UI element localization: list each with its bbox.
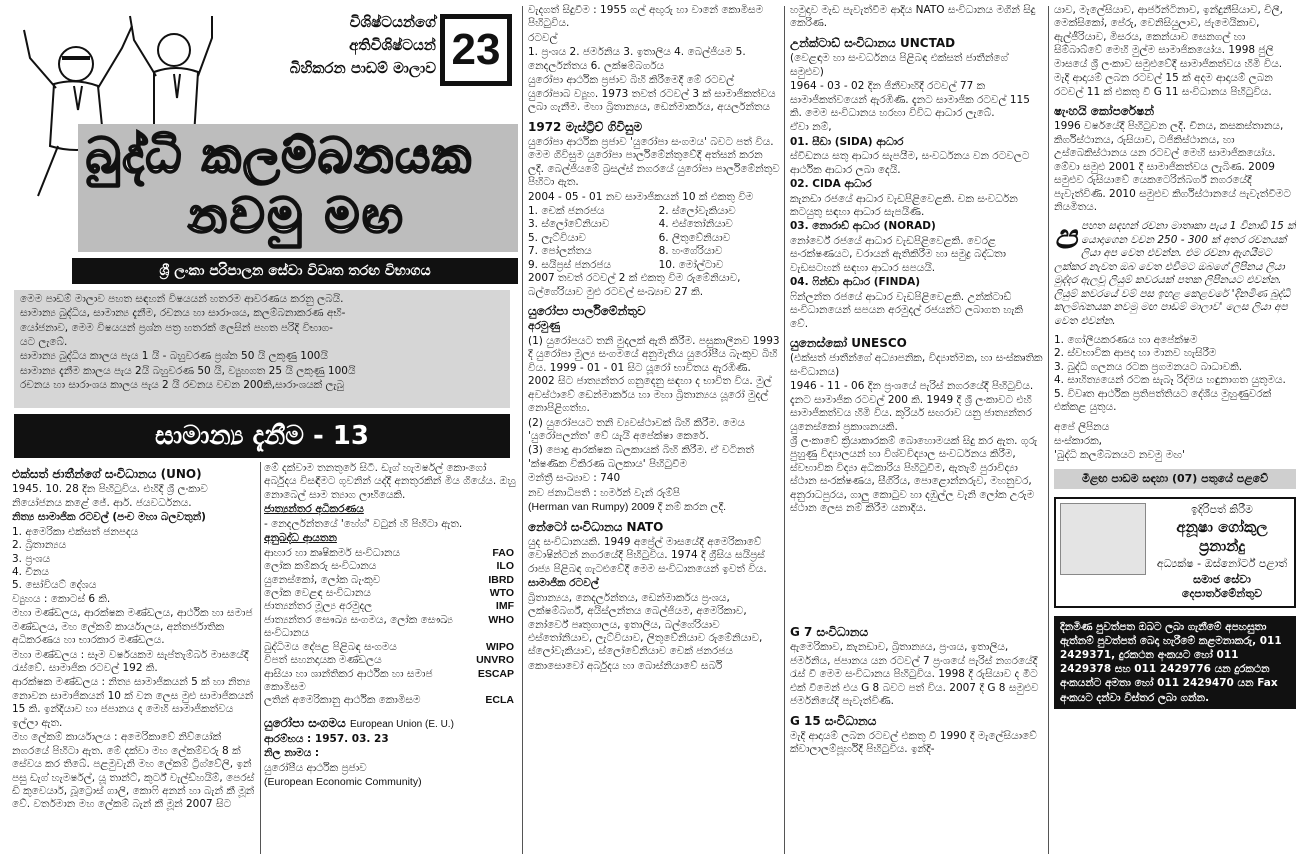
paragraph: මැදි ආදායම් ලබන රටවල් එකතු වී 1990 දී මැලේසියාවේ ක්වාලාලම්පූර්හිදී පිහිටුවිය. ඉන්දි- (790, 729, 1037, 756)
paragraph: හමුදාව මැඩ පැවැත්වීම ආදිය NATO සංවිධානය මගින් සිදු කෙරිණ. (790, 4, 1036, 30)
agency-name: ජාත්‍යන්තර මූල්‍ය අරමුදල (264, 600, 373, 613)
intro-box (14, 290, 510, 408)
heading-g7: G 7 සංවිධානය (790, 625, 869, 639)
heading-eu-parliament: යුරෝපා පාර්ලිමේන්තුව (528, 304, 646, 319)
column-4 (790, 4, 1044, 618)
paragraph: කොසොවෝ අර්බුදය හා බොස්නියාවේ සර්බි (528, 659, 723, 672)
paragraph: මහා මණ්ඩලය : සෑම වර්ෂයකම සැප්තැම්බර් මාසයේදී රැස්වේ. සාමාජික රටවල් 192 කි. (12, 648, 249, 675)
list-item: 3. බුද්ධි ගලනය රටක ප්‍රගමනයට බාධාවකි. (1054, 360, 1243, 373)
paragraph: 2004 - 05 - 01 නව සාමාජිකයන් 10 ක් එකතු විම (528, 190, 754, 203)
table-row (264, 694, 516, 707)
column-divider (784, 6, 785, 854)
table-row (264, 614, 516, 641)
column-divider (1048, 6, 1049, 854)
heading-unesco: යුනෙස්කෝ UNESCO (790, 335, 907, 350)
author-photo (1060, 503, 1146, 575)
lesson-number: 23 (440, 14, 512, 86)
paragraph: (1) යුරෝපයට තනි මුදලක් ඇති කිරීම. පසුකාලීනව 1993 දී යුරෝපා මුල්‍ය සංගමයේ අනුමැතිය යුරෝපීය බැංකුව බිහි විය. 1999 - 01 - 01 සිට යූරෝ භාවිතය ඇරඹිණි. 2002 සිට ජාත්‍යන්තර ගනුදෙනු සඳහා ද භාවිත විය. මුල් අවස්ථාවේ ඩෙන්මාර්කය හා මහා බ්‍රිතාන්‍යය යූරෝ මුදල් නොපිළිගත්හ. (528, 334, 780, 415)
paragraph: 1946 - 11 - 06 දින ප්‍රංශයේ පැරිස් නගරයේදී පිහිටුවිය. දැනට සාමාජික රටවල් 200 කි. 1949 දී ශ්‍රී ලංකාවට එහි සාමාජිකත්වය හිමි විය. කුරියර් සඟරාව යනු ජාත්‍යන්තර යුනෙස්කෝ ප්‍රකාශනයකි. (790, 380, 1034, 433)
essay-topics-list (1054, 334, 1296, 415)
masthead-title-line-2: නවමු මඟ (188, 188, 406, 244)
column-5 (790, 620, 1044, 854)
paragraph: යුරෝපා ආර්ථික ප්‍රජාව 'යුරෝපා සංගමය' බවට පත් විය. මෙම ගිවිසුම යුරෝපා පාර්ලිමේන්තුවේදී අත්සන් කරන ලදී. බෙල්ජියමේ බ්‍රසල්ස් නගරයේ යුරෝපා පාර්ලිමේන්තුව පිහිටා ඇත. (528, 135, 780, 189)
section-title-bar: සාමාන්‍ය දැනීම - 13 (14, 414, 510, 458)
table-cell: 3. ස්ලෝවේනියාව (528, 218, 610, 231)
paragraph: මන්ත්‍රී සංඛ්‍යාව : 740 (528, 472, 621, 485)
intro-line: සාමාන්‍ය බුද්ධිය, සාමාන්‍ය දැනීම, රචනය හා සාරාංශය, කලම්බනාකරණ අභි- (20, 307, 346, 320)
table-row (528, 245, 780, 258)
paragraph: මේ දක්වාම තනතුරේ සිටී. ඩැග් හැමර්ෂල් කොංගෝ අර්බුදය විසඳීමට ගුවනින් යද්දී අනතුරකින් මිය ගියේය. ඔහු නොබෙල් සාම ත්‍යාග ලාභියෙකි. (264, 462, 516, 501)
essay-instructions (1054, 217, 1296, 328)
paragraph: මහ ලේකම් කාර්යාලය : අමෙරිකාවේ නිව්යෝක් නගරයේ පිහිටා ඇත. මේ දක්වා මහ ලේකම්වරු 8 ක් සේවය කර තිබේ. පළමුවැනි මහ ලේකම් ට්‍රිග්වේලි, ඉන් පසු ඩැග් හැමර්ෂල්, යූ තාන්ට්, කුර්ට් වැල්ඩ්හයිම්, පෙරස් ඩි කුවෙයාර්, බූට්‍රොස් ගාලි, කොෆි අනන් හා බැන් කී මූන් වේ. වර්තමාන මහ ලේකම් බැන් කී මූන් 2007 සිට (12, 731, 255, 811)
paragraph: කැනඩා රජයේ ආධාර වැඩපිළිවෙළකි. චක සංවර්ධන කටයුතු සඳහා ආධාර සැපයිණි. (790, 192, 1018, 219)
paragraph: රටවල් (528, 31, 558, 44)
heading-eu (264, 716, 516, 732)
next-lesson-note: මීළඟ පාඩම සඳහා (07) පතුයේ පළවේ (1054, 469, 1296, 489)
paragraph: මහා මණ්ඩලය, ආරක්ෂක මණ්ඩලය, ආර්ථික හා සමාජ මණ්ඩලය, මහ ලේකම් කාර්යාලය, අන්තර්ජාතික අධිකරණය හා භාරකාර මණ්ඩලය. (12, 607, 253, 647)
agency-abbr: ECLA (485, 694, 514, 707)
agency-name: යුනෙස්කෝ, ලෝක බැංකුව (264, 573, 381, 586)
agency-abbr: IMF (495, 600, 514, 613)
address-heading: අපේ ලිපිනය (1054, 420, 1110, 433)
table-cell: 10. මෝල්ටාව (658, 258, 724, 271)
intro-line: සාමාන්‍ය දැනීම කාලය පැය 2යි බහුවරණ 50 යි, ව්‍යුහගත 25 යි ලකුණු 100යි (20, 364, 356, 377)
subheading: අනුබද්ධ ආයතන (264, 532, 337, 545)
paragraph: බ්‍රිතාන්‍යය, නෙදර්ලන්තය, ඩෙන්මාර්කය ප්‍රංශය, ලක්ෂම්බර්ග්, අයිස්ලන්තය බෙල්ජියම, අමෙරිකාව, නෝර්වේ පෘතුගාලය, ඉතාලිය, බල්ගේරියාව එස්තෝනියාව, ලැට්වියාව, ලිතුවේනියාව රුමේනියාව, ස්ලෝවැකියාව, ස්ලෝවේනියාව චෙක් ජනරජය (528, 591, 763, 658)
paragraph: නිත්‍ය සාමාජික රටවල් (පංච මහා බලවතුන්) (12, 511, 206, 524)
heading-maastricht: 1972 මැස්ට්‍රිච් ගිවිසුම (528, 119, 643, 134)
paragraph: යාව, මැලේසියාව, ආර්ජන්ටිනාව, ඉන්දුනීසියාව, චිලී, මෙක්සිකෝ, පේරු, වෙනිසියුලාව, ජැමෙයිකාව, ඇල්ජීරියාව, මිසරය, කෙන්යාව සෙනගල් හා සිම්බාබ්වේ මෙහි මුල්ම සාමාජිකයෝය. 1998 ජුලි මාසයේ ශ්‍රී ලංකාව සමුළුවේදී සාමාජිකත්වය හිමි විය. (1054, 4, 1284, 70)
paragraph: යුරෝපීය ආර්ථික ප්‍රජාව (264, 761, 367, 774)
paragraph: ඒවා නම්, (790, 121, 832, 134)
paragraph: (European Economic Community) (264, 775, 422, 788)
column-divider (522, 6, 523, 854)
column-divider (260, 462, 261, 854)
heading-eu-si: යුරෝපා සංගමය (264, 715, 346, 730)
table-row (264, 547, 516, 560)
address-line: 'බුද්ධි කලම්බනයට නවමු මඟ' (1054, 449, 1185, 462)
drop-cap: ප (1054, 217, 1078, 258)
paragraph: 2007 තවත් රටවල් 2 ක් එකතු විම රුමේනියාව, බල්ගේරියාව මුළු රටවල් සංඛ්‍යාව 27 කි. (528, 272, 741, 298)
subheading: 01. සීඩා (SIDA) ආධාර (790, 135, 904, 148)
paragraph: (2) යුරෝපයට තනි ව්‍යවස්ථාවක් බිහි කිරීම. මෙය 'යුරෝපලන්ත' වේ යැයි අපේක්ෂා කෙරේ. (528, 416, 745, 442)
paragraph: 1964 - 03 - 02 දින ජිනීවාහිදී රටවල් 77 ක සාමාජිකත්වයෙන් ඇරඹිණි. දැනට සාමාජික රටවල් 115 කි. මෙම සංවිධානය හරහා විවිධ ආධාර ලැබේ. (790, 80, 1030, 119)
paragraph: - නෙදර්ලන්තයේ 'හේග්' වටුන් හි පිහිටා ඇත. (264, 517, 463, 530)
paragraph: ව්‍යුහය : කොටස් 6 කි. (12, 592, 111, 605)
agency-name: බුද්ධිමය දේපළ පිළිබඳ සංගමය (264, 640, 397, 653)
column-2 (264, 462, 516, 854)
list-item: 5. විවෘත ආර්ථික ප්‍රතිපත්තියට දේශීය මුහුණුවරක් එක්කළ යුතුය. (1054, 387, 1272, 414)
series-line-2: අතිවිශිෂ්ටයන් (349, 35, 436, 54)
heading-shanghai: ෂැංහයි කෝපරේෂන් (1054, 104, 1155, 119)
list-item: 1. ගෝලීයකරණය හා අපේක්ෂම (1054, 333, 1198, 346)
table-row (264, 560, 516, 573)
heading-nato: නේටෝ සංවිධානය NATO (528, 519, 664, 534)
table-cell: 6. ලිතුවේනියාව (658, 231, 731, 244)
agency-abbr: WHO (488, 613, 514, 626)
paragraph: ස්වීඩනය සතු ආධාර සැපයීම, සංවර්ධනය වන රටවලට ආර්ථික ආධාර ලබා දෙයි. (790, 150, 1030, 176)
new-members-table (528, 205, 780, 272)
heading-unctad: උන්ක්ටාඩ් සංවිධානය UNCTAD (790, 35, 956, 50)
subheading: 03. නොරාඩ් ආධාර (NORAD) (790, 220, 936, 233)
column-1 (12, 462, 256, 854)
list-item: 1. අමෙරිකා එක්සත් ජනපදය (12, 525, 139, 538)
paragraph: (3) පොදු ආරක්ෂක බලකායක් බිහි කිරීම. ඒ වටිනත් 'ක්ෂණික විකිරණ බලකාය' පිහිටුවීම (528, 444, 754, 470)
list-item: 2. ස්වභාවික ආපදා හා මානව හැසිරීම (1054, 347, 1217, 360)
paragraph: නිල නාමය : (264, 747, 320, 760)
table-cell: 1. චෙක් ජනරජය (528, 205, 605, 218)
subheading: 02. CIDA ආධාර (790, 178, 872, 191)
table-row (264, 654, 516, 667)
agency-abbr: WIPO (486, 640, 514, 653)
table-row (264, 574, 516, 587)
table-row (264, 600, 516, 613)
paragraph: ආරම්භය : 1957. 03. 23 (264, 732, 389, 745)
intro-line: රචනය හා සාරාංශය කාලය පැය 2 යි රචනය වචන 200කි,සාරාංශයක් ලැබු (20, 378, 344, 391)
column-6 (1054, 4, 1296, 854)
agency-abbr: ILO (496, 560, 514, 573)
masthead-title-line-1: බුද්ධි කලම්බනයක (86, 128, 473, 184)
paragraph: (එක්සත් ජාතීන්ගේ අධ්‍යාපනික, විද්‍යාත්මක, හා සංස්කෘතික සංවිධානය) (790, 352, 1043, 378)
list-item: 4. චීනය (12, 565, 49, 578)
paragraph: මැදි ආදායම් ලබන රටවල් 15 ක් අදම ආදායම් ලබන රටවල් 11 ක් එකතු වී G 11 සංවිධානය පිහිටුවිය. (1054, 72, 1273, 98)
paragraph: ශ්‍රී ලංකාවේ ක්‍රියාකාරකම් බොහොමයක් සිදු කර ඇත. ගුරු පුහුණු විද්‍යාලයන් හා විශ්වවිද්‍යාල සංවර්ධනය කිරීම, ස්වභාවික විද්‍යා අධිකාරිය පිහිටුවීම, ඇතැම් පුරාවිද්‍යා ස්ථාන සංරක්ෂණය, සීගිරිය, පොළොන්නරුව, මහනුවර, අනුරාධපුරය, ගාලු කොටුව හා දඹුල්ල වැනි ලෝක උරුම ස්ථාන ලෙස නම් කිරීම යනාදිය. (790, 434, 1038, 515)
essay-text: පහත සඳහන් රචනා මාතෘකා පැය 1 විනාඩි 15 ක් යොදාගෙන වචන 250 - 300 ක් අතර රචනයක් ලියා අප වෙත එවන්න. එම රචනා ඇගයීමට ලක්කර නැවත ඔබ වෙත එවීමට ඔබගේ ලිපිනය ලියා මුද්දර ඇලවූ ලියුම් කවරයක් පතක ලිපිනයට එවන්න. ලියුම් කවරයේ වම් පස ඉහළ කෙළවරේ 'දිනමිණ බුද්ධි කලම්බනයක නවමු මඟ පාඩම් මාලාව' ලෙස ලියා අප වෙත එවන්න. (1054, 220, 1296, 327)
paragraph: නව ජනාධිපති : හර්මන් වැන් රුම්පි (528, 486, 680, 499)
agency-name: ආහාර හා කෘෂිකර්ම සංවිධානය (264, 546, 401, 559)
author-label: ඉදිරිපත් කිරීම (1191, 503, 1253, 516)
paragraph: (වෙළඳාම හා සංවර්ධනය පිළිබඳ එක්සත් ජාතීන්ගේ සමුළුව) (790, 52, 1009, 78)
heading-eu-en: European Union (E. U.) (349, 718, 454, 730)
agency-name: ලෝක කම්කරු සංවිධානය (264, 560, 377, 573)
heading-uno: එක්සත් ජාතීන්ගේ සංවිධානය (UNO) (12, 467, 202, 481)
paragraph: (Herman van Rumpy) 2009 දී නම් කරන ලදී. (528, 501, 727, 514)
author-box (1054, 497, 1296, 608)
paragraph: 1. ප්‍රංශය 2. ජර්මනිය 3. ඉතාලිය 4. බෙල්ජියම 5. නෙදර්ලන්තය 6. ලක්ෂම්බර්ගය (528, 46, 746, 72)
table-cell: 2. ස්ලෝවැකියාව (658, 205, 736, 218)
paragraph: ෆින්ලන්ත රජයේ ආධාර වැඩපිළිවෙළකි. උන්ක්ටාඩ් සංවිධානයෙන් සපයන අරමුදල් රජයන්ට ලබාගත හැකි වේ. (790, 290, 1024, 330)
author-org: සමාජ සේවා දෙපාර්තමේන්තුව (1181, 572, 1263, 600)
table-row (264, 587, 516, 600)
agency-abbr: WTO (489, 586, 514, 599)
paragraph: 1945. 10. 28 දින පිහිටුවිය. එහිදී ශ්‍රී ලංකාව නියෝජනය කළේ ජේ. ආර්. ජයවර්ධනය. (12, 483, 208, 509)
agency-abbr: UNVRO (476, 654, 514, 667)
series-line-1: විශිෂ්ටයන්ගේ (349, 13, 436, 31)
paragraph: යුද සංවිධානයකි. 1949 අප්‍රේල් මාසයේදී අමෙරිකාවේ වොෂින්ටන් නගරයේදී පිහිටුවිය. 1974 දී ග්‍රීසිය සයිප්‍රස් රාජ්‍ය පිළිබඳ ගැටළුවේදී මෙම සංවිධානයෙන් ඉවත් විය. (528, 535, 767, 575)
masthead-title (78, 124, 518, 252)
paragraph: යුරෝපා ආර්ථික ප්‍රජාව බිහි කිරීමෙදී මේ රටවල් යුරෝපාබ ව්‍යූහ. 1973 තවත් රටවල් 3 ක් සාමාජිකත්වය ලබා ගැනීම. මහා බ්‍රිතාන්‍යය, ඩෙන්මාර්කය, අයර්ලන්තය (528, 74, 776, 114)
series-caption (256, 12, 436, 80)
subheading: ජාත්‍යන්තර අධිකරණය (264, 503, 364, 516)
intro-line: සාමාන්‍ය බුද්ධිය කාලය පැය 1 යි - බහුවරණ ප්‍රශ්න 50 යි ලකුණු 100යි (20, 350, 328, 363)
list-item: 2. බ්‍රිතාන්‍යය (12, 539, 67, 552)
agencies-table (264, 547, 516, 708)
table-cell: 8. හංගේරියාව (658, 245, 723, 258)
distribution-notice: දිනමිණ පුවත්පත ඔබට ලබා ගැනීමේ අපහසුතා ඇත්නම් පුවත්පත් බෙදා හැරීමේ කළමනාකරු, 011 2429371, දුරකථන අංකයට හෝ 011 2429378 සහ 011 2429776 යන දුරකථන අංකයන්ට අමතා හෝ 011 2429470 යන Fax අංකයට දන්වා විස්තර ලබා ගන්න. (1054, 616, 1296, 709)
table-row (264, 641, 516, 654)
paragraph: ඇමෙරිකාව, කැනඩාව, බ්‍රිතාන්‍යය, ප්‍රංශය, ඉතාලිය, ජර්මනිය, ජපානය යන රටවල් 7 ප්‍රංශයේ පැරිස් නගරයේදී රැස් වී මෙම සංවිධානය පිහිටුවිය. 1998 දී රුසියාව ද මීට එක් වීමෙන් එය G 8 බවට පත් විය. 2007 දී G 8 සමුළුව ජර්මනියේදී පැවැත්විණි. (790, 641, 1039, 708)
table-cell: 9. සයිප්‍රස් ජනරජය (528, 258, 612, 271)
subheading: 04. ෆින්ඩා ආධාර (FINDA) (790, 276, 921, 289)
permanent-members-list (12, 526, 256, 593)
table-row (264, 668, 516, 695)
intro-line: යට ලැබේ. (20, 335, 68, 348)
paragraph: නෝර්වේ රජයේ ආධාර වැඩපිළිවෙළකි. වෙරළ සංරක්ෂණයට, වරායන් ඇතිකිරීම හා සමුද්‍ර බද්ධතා වැඩසටහන් සඳහා ආධාර සපයයි. (790, 234, 1006, 274)
table-cell: 7. පෝලන්තය (528, 245, 592, 258)
table-cell: 5. ලැට්වියාව (528, 231, 586, 244)
heading-g15: G 15 සංවිධානය (790, 713, 877, 728)
paragraph: වැදගත් සිදුවීම : 1955 ගල් අඟුරු හා වානේ කොමිසම පිහිටුවිය. (528, 4, 764, 30)
intro-line: යෝජනාව, මෙම විෂයයන් ප්‍රශ්න පත්‍ර හතරක් ලෙසින් පහත පරිදි විභාග- (20, 321, 333, 334)
series-line-3: බිහිකරන පාඩම් මාලාව (289, 58, 436, 77)
author-title: අධ්‍යක්ෂ - ඔස්නෝර්ට් පළාත් (1156, 557, 1288, 571)
address-line: සංස්කාරක, (1054, 435, 1102, 448)
agency-abbr: FAO (492, 546, 514, 559)
table-cell: 4. එස්තෝනියාව (658, 218, 733, 231)
exam-name-bar: ශ්‍රී ලංකා පරිපාලන සේවා විවෘත තරඟ විභාගය (72, 258, 518, 284)
list-item: 3. ප්‍රංශය (12, 552, 51, 565)
agency-abbr: ESCAP (477, 667, 514, 680)
agency-name: ජාත්‍යන්තර සෞඛ්‍ය සංගමය, ලෝක සෞඛ්‍ය සංවිධානය (264, 613, 453, 640)
paragraph: 1996 වර්ෂයේදී පිහිටුවන ලදී. චීනය, කසකස්තානය, කිර්ගිස්ථානය, රුසියාව, ටජිකිස්ථානය, හා උස්බෙකිස්ථානය යන රටවල් මෙහි සාමාජිකයෝය. මේවා සමුළු 2001 දී සාමාජිකත්වය ලැබිණ. 2009 සමුළුව රුසියාවේ යෙකටෙරින්බර්ග් නගරයේදී පැවැත්විණි. 2010 සමුළුව කිර්ගිස්ථානයේ පැවැත්වීමට නියමිතය. (1054, 120, 1291, 214)
table-row (528, 218, 780, 231)
agency-name: ලතින් අමෙරිකානු ආර්ථික කොමිසම (264, 694, 421, 707)
list-item: 5. සෝවියට් දේශය (12, 579, 97, 592)
agency-name: විපත් සහනදායක මණ්ඩලය (264, 654, 382, 667)
lesson-banner (8, 4, 516, 286)
table-row (528, 205, 780, 218)
paragraph: අරමුණු (528, 320, 561, 333)
agency-name: ලෝක වෙළඳ සංවිධානය (264, 586, 371, 599)
table-row (528, 232, 780, 245)
agency-abbr: IBRD (488, 573, 514, 586)
list-item: 4. සාහිත්‍යයෙන් රටක සැබෑ රිද්මය හඳුනාගත යුතුමය. (1054, 374, 1286, 387)
intro-line: මෙම පාඩම් මාලාව පහත සඳහන් විෂයයන් හතරම ආවරණය කරනු ලබයි. (20, 293, 344, 305)
paragraph: ආරක්ෂක මණ්ඩලය : නිත්‍ය සාමාජිකයන් 5 ක් හා නිත්‍ය නොවන සාමාජිකයන් 10 ක් වන ලෙස මුළු සාමාජිකයන් 15 කි. ඉන්දියාව හා ජපානය ද මෙහි සාමාජිකත්වය ඉල්ලා ඇත. (12, 676, 254, 729)
column-3 (528, 4, 780, 854)
author-name: අනූෂා ගෝකුල ප්‍රනාන්දු (1176, 518, 1268, 556)
agency-name: ආසියා හා ශාන්තිකර ආර්ථික හා සමාජ කොමිසම (264, 667, 433, 693)
paragraph: සාමාජික රටවල් (528, 577, 599, 590)
table-row (528, 259, 780, 272)
